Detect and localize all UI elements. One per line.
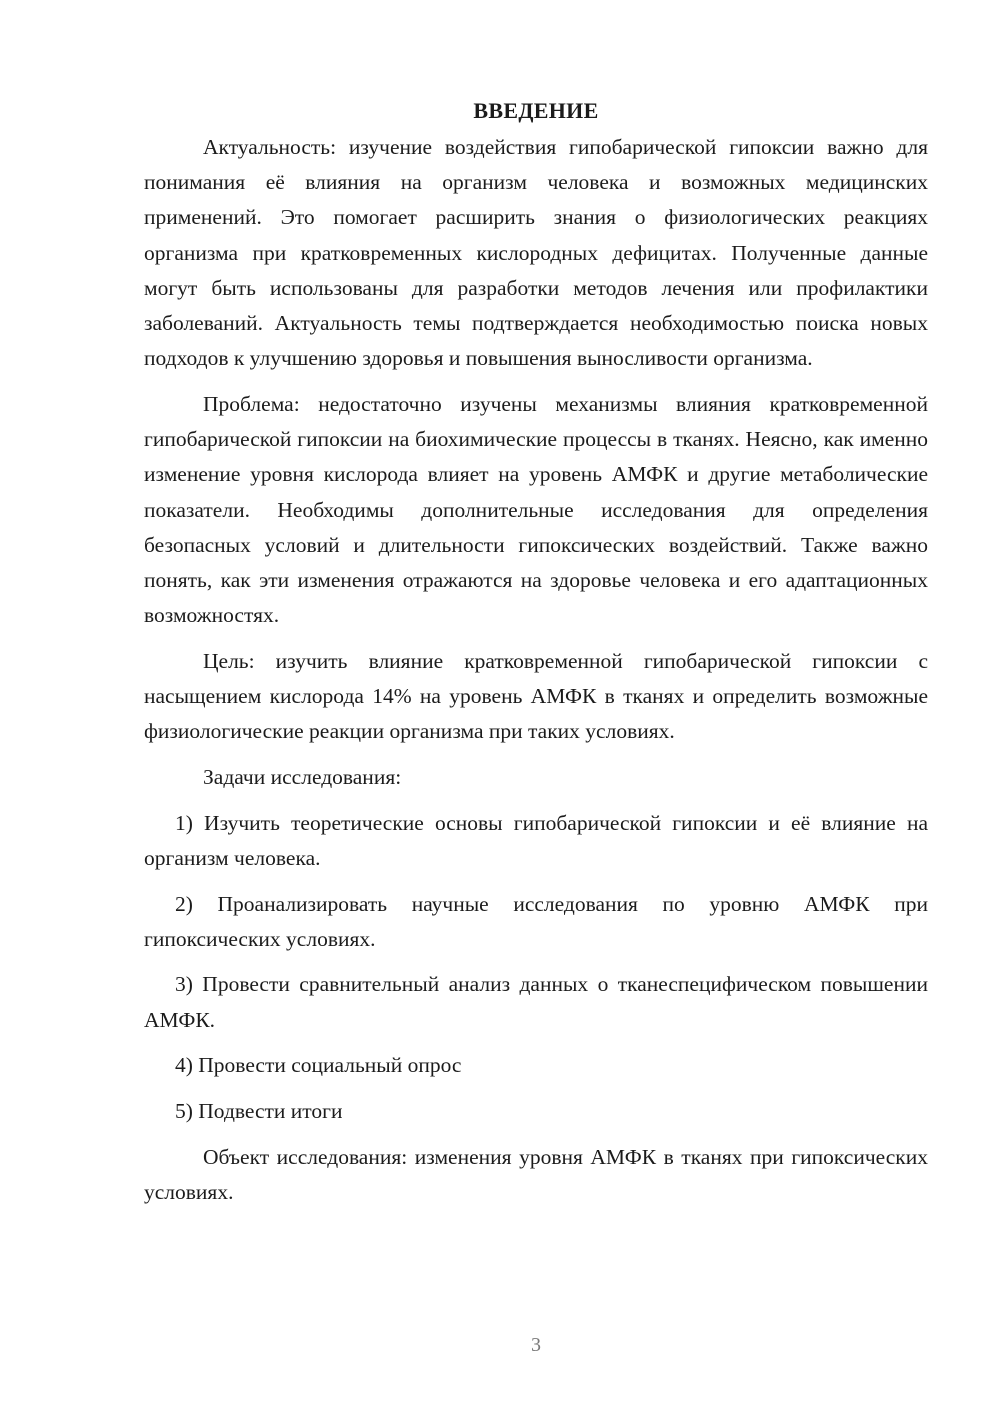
problem-paragraph: Проблема: недостаточно изучены механизмы влияния кратковременной гипобарической гипоксии на биохимические процессы в тканях. Неясно, как именно изменение уровня кислорода влияет на уровень АМФК и другие метаболические показатели. Необходимы дополнительные исследования для определения безопасных условий и длительности гипоксических воздействий. Также важно понять, как эти изменения отражаются на здоровье человека и его адаптационных возможностях. [144, 391, 928, 628]
task-item: 2) Проанализировать научные исследования по уровню АМФК при гипоксических условиях. [144, 891, 928, 951]
page-body [144, 94, 928, 1210]
task-item: 1) Изучить теоретические основы гипобарической гипоксии и её влияние на организм человека. [144, 810, 928, 870]
section-title: ВВЕДЕНИЕ [473, 98, 599, 123]
task-item: 3) Провести сравнительный анализ данных о тканеспецифическом повышении АМФК. [144, 972, 928, 1032]
relevance-paragraph: Актуальность: изучение воздействия гипобарической гипоксии важно для понимания её влияния на организм человека и возможных медицинских применений. Это помогает расширить знания о физиологических реакциях организма при кратковременных кислородных дефицитах. Полученные данные могут быть использованы для разработки методов лечения или профилактики заболеваний. Актуальность темы подтверждается необходимостью поиска новых подходов к улучшению здоровья и повышения выносливости организма. [144, 135, 928, 371]
task-item: 4) Провести социальный опрос [175, 1053, 462, 1078]
task-item: 5) Подвести итоги [175, 1099, 343, 1124]
object-paragraph: Объект исследования: изменения уровня АМФК в тканях при гипоксических условиях. [144, 1144, 928, 1204]
page-number: 3 [531, 1334, 541, 1356]
tasks-heading: Задачи исследования: [203, 764, 402, 789]
goal-paragraph: Цель: изучить влияние кратковременной гипобарической гипоксии с насыщением кислорода 14% на уровень АМФК в тканях и определить возможные физиологические реакции организма при таких условиях. [144, 648, 928, 744]
